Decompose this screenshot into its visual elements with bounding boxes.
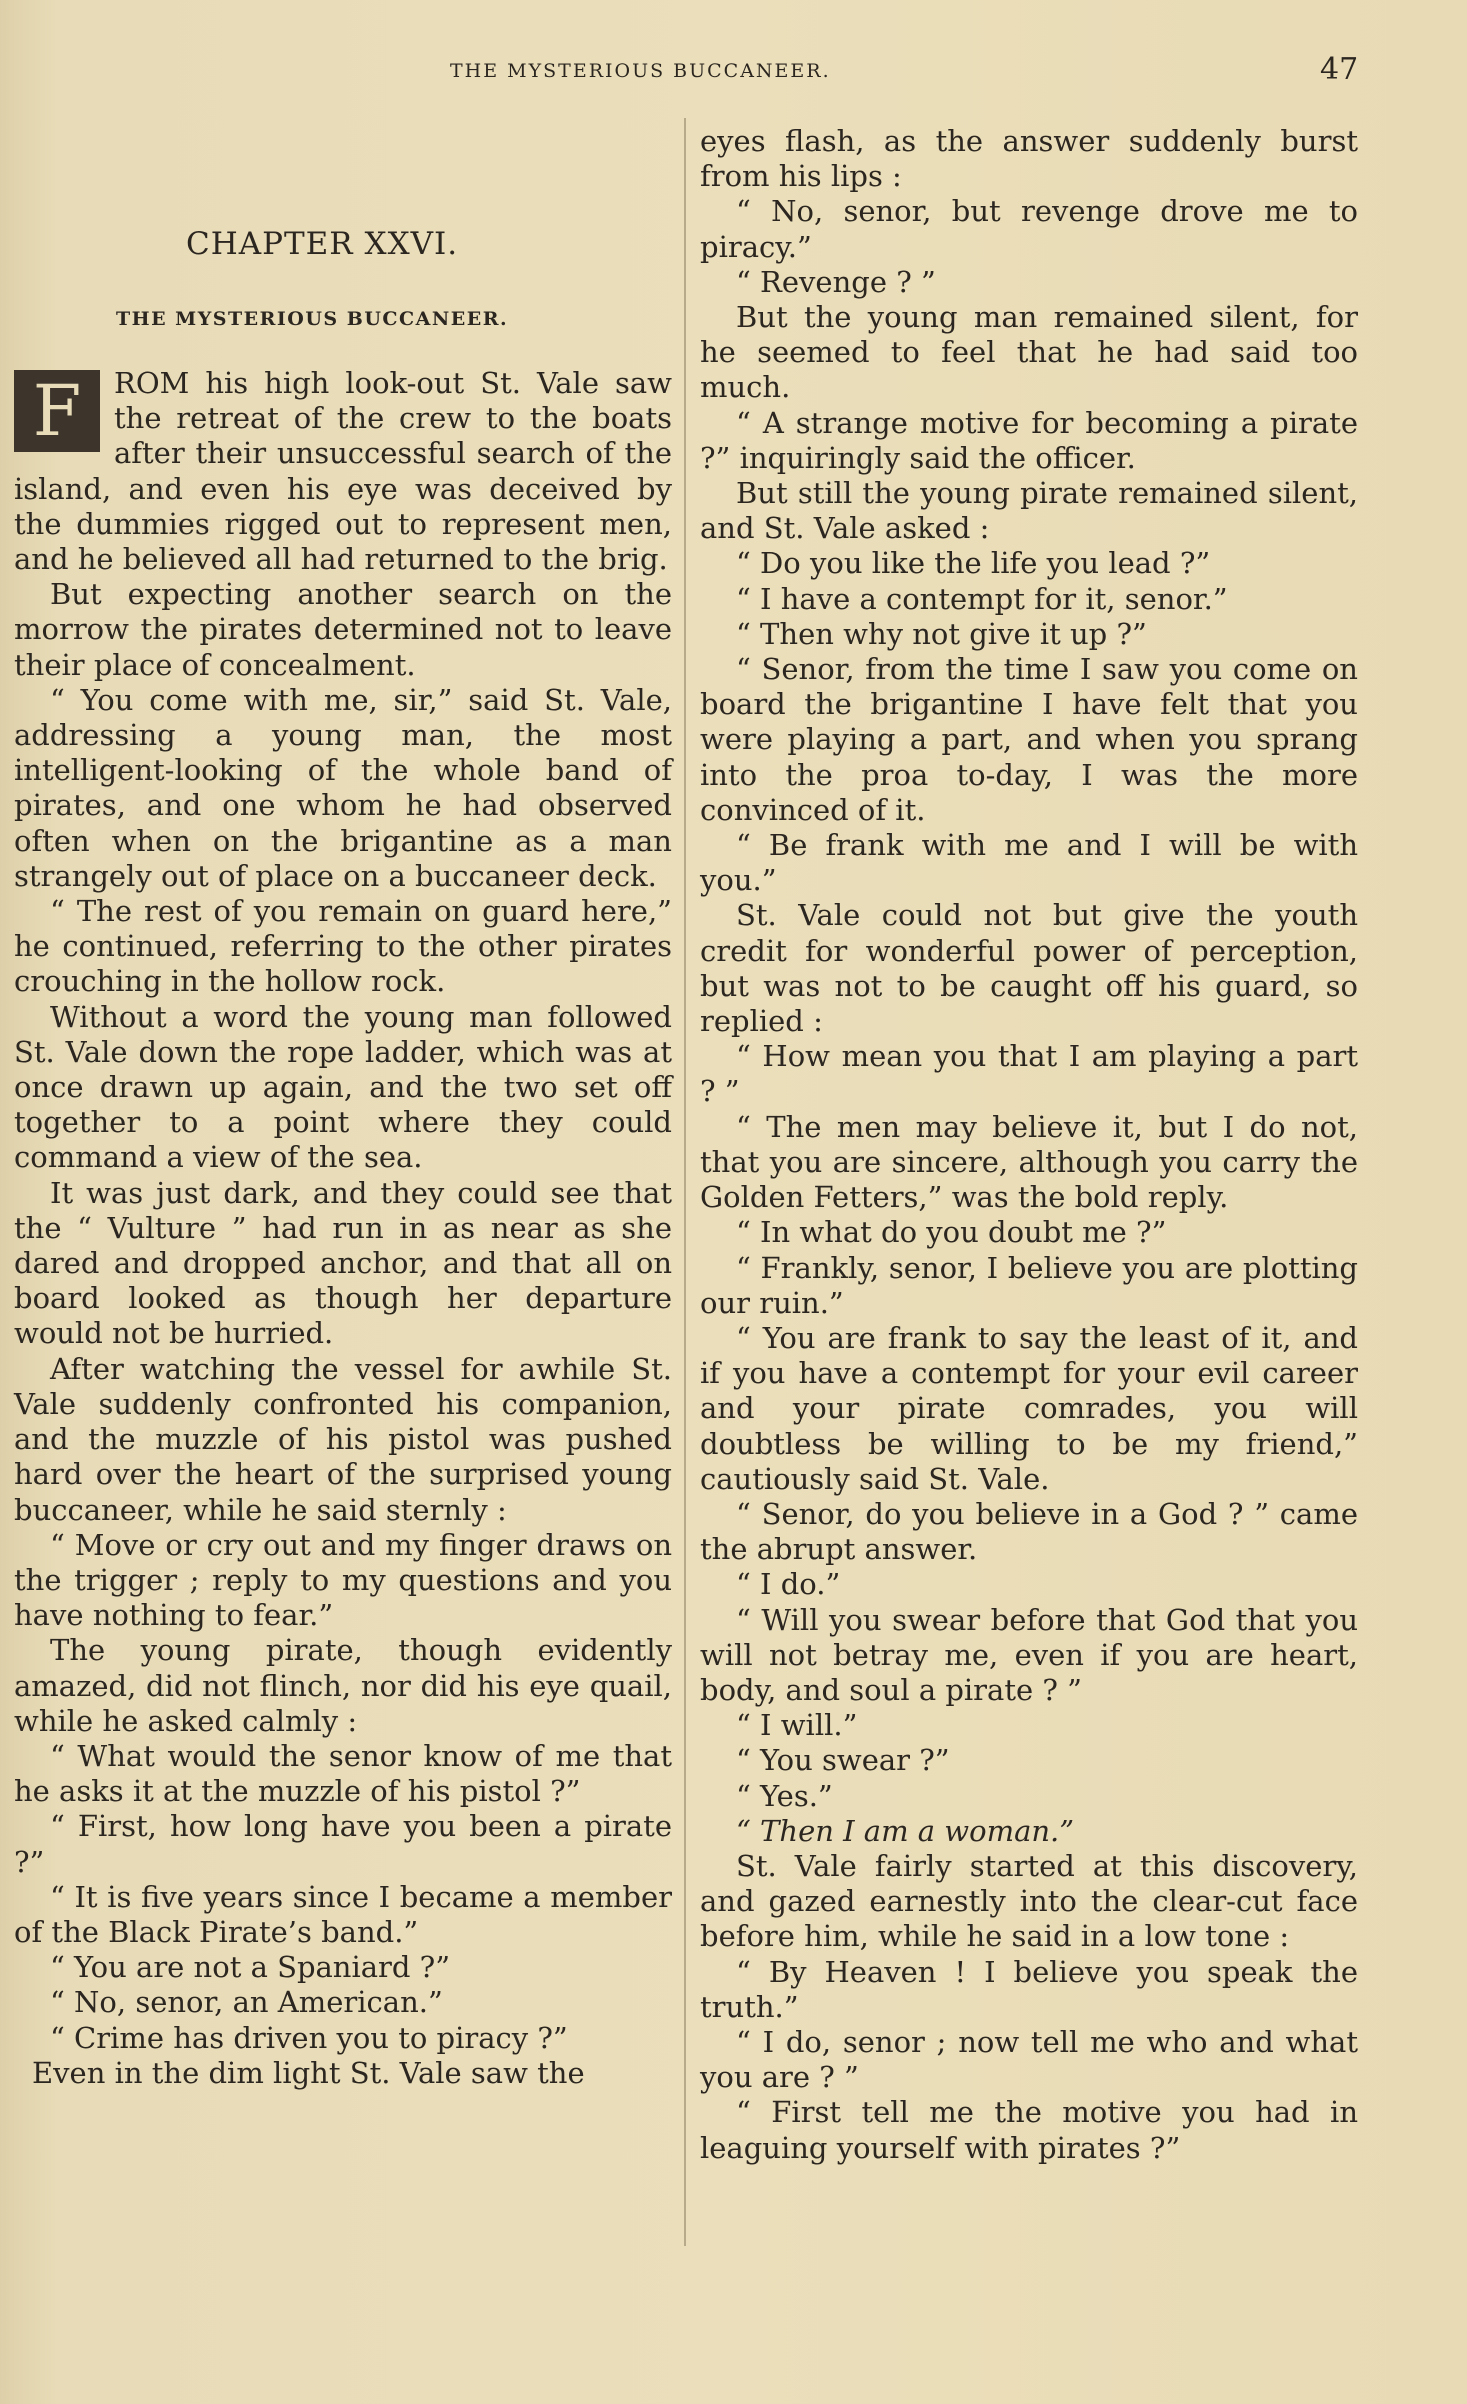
italic-line: “ Then I am a woman.”: [736, 1813, 1075, 1848]
paragraph: St. Vale could not but give the youth credit for wonderful power of perception, but was not to be caught off his guard, so replied :: [700, 898, 1358, 1039]
paragraph: The young pirate, though evidently amazed, did not flinch, nor did his eye quail, while he asked calmly :: [14, 1633, 672, 1738]
paragraph: “ Yes.”: [736, 1778, 833, 1813]
paragraph: “ The men may believe it, but I do not, that you are sincere, although you carry the Golden Fetters,” was the bold reply.: [700, 1109, 1358, 1215]
paragraph: “ You come with me, sir,” said St. Vale, addressing a young man, the most intelligent-looking of the whole band of pirates, and one whom he had observed often when on the brigantine as a man strangely out of place on a buccaneer deck.: [14, 682, 672, 893]
paragraph: “ Be frank with me and I will be with you.”: [700, 828, 1358, 898]
paragraph: F ROM his high look-out St. Vale saw the retreat of the crew to the boats after their unsuccessful search of the island, and even his eye was deceived by the dummies rigged out to represent men, and he believed all had returned to the brig.: [14, 366, 672, 577]
paragraph: “ You are frank to say the least of it, and if you have a contempt for your evil career and your pirate comrades, you will doubtless be willing to be my friend,” cautiously said St. Vale.: [700, 1320, 1358, 1496]
chapter-subtitle: THE MYSTERIOUS BUCCANEER.: [116, 308, 509, 330]
paragraph: eyes flash, as the answer suddenly burst from his lips :: [700, 124, 1358, 194]
paragraph: “ I have a contempt for it, senor.”: [736, 581, 1228, 616]
paragraph: But expecting another search on the morrow the pirates determined not to leave their place of concealment.: [14, 577, 672, 682]
paragraph: “ Revenge ? ”: [736, 264, 936, 299]
paragraph: “ The rest of you remain on guard here,” he continued, referring to the other pirates crouching in the hollow rock.: [14, 894, 672, 999]
paragraph: “ Crime has driven you to piracy ?”: [50, 2020, 568, 2055]
chapter-heading: CHAPTER XXVI.: [186, 226, 459, 262]
paragraph: [700, 1814, 1358, 1849]
paragraph: “ You are not a Spaniard ?”: [50, 1950, 451, 1985]
paragraph: “ What would the senor know of me that he asks it at the muzzle of his pistol ?”: [14, 1738, 672, 1809]
paragraph: But the young man remained silent, for he seemed to feel that he had said too much.: [700, 300, 1358, 405]
paragraph: Even in the dim light St. Vale saw the: [32, 2055, 585, 2090]
paragraph: St. Vale fairly started at this discovery, and gazed earnestly into the clear-cut face before him, while he said in a low tone :: [700, 1848, 1358, 1954]
paragraph: “ No, senor, but revenge drove me to piracy.”: [700, 194, 1358, 264]
paragraph: Without a word the young man followed St. Vale down the rope ladder, which was at once drawn up again, and the two set off together to a point where they could command a view of the sea.: [14, 999, 672, 1175]
paragraph: “ How mean you that I am playing a part ? ”: [700, 1039, 1358, 1109]
paragraph: “ First, how long have you been a pirate ?”: [14, 1809, 672, 1879]
paragraph: “ Move or cry out and my finger draws on the trigger ; reply to my questions and you have nothing to fear.”: [14, 1527, 672, 1633]
drop-cap: F: [14, 370, 100, 452]
paragraph: “ Senor, from the time I saw you come on board the brigantine I have felt that you were playing a part, and when you sprang into the proa to-day, I was the more convinced of it.: [700, 652, 1358, 827]
paragraph: “ You swear ?”: [736, 1743, 950, 1778]
right-column: [700, 124, 1358, 2166]
paragraph: It was just dark, and they could see that the “ Vulture ” had run in as near as she dared and dropped anchor, and that all on board looked as though her departure would not be hurried.: [14, 1175, 672, 1351]
paragraph: “ By Heaven ! I believe you speak the truth.”: [700, 1954, 1358, 2024]
paragraph: “ I do, senor ; now tell me who and what you are ? ”: [700, 2024, 1358, 2095]
paragraph: “ Will you swear before that God that you will not betray me, even if you are heart, body, and soul a pirate ? ”: [700, 1602, 1358, 1707]
paragraph: “ I will.”: [736, 1708, 858, 1743]
paragraph: “ I do.”: [736, 1567, 841, 1602]
paragraph: After watching the vessel for awhile St. Vale suddenly confronted his companion, and the muzzle of his pistol was pushed hard over the heart of the surprised young buccaneer, while he said sternly :: [14, 1351, 672, 1527]
paragraph: “ First tell me the motive you had in leaguing yourself with pirates ?”: [700, 2095, 1358, 2165]
left-column: [14, 366, 672, 2091]
paragraph: “ Senor, do you believe in a God ? ” came the abrupt answer.: [700, 1496, 1358, 1567]
paragraph: “ A strange motive for becoming a pirate ?” inquiringly said the officer.: [700, 405, 1358, 475]
running-head: [0, 52, 1467, 92]
paragraph: “ Frankly, senor, I believe you are plotting our ruin.”: [700, 1250, 1358, 1320]
column-rule: [684, 118, 686, 2246]
page-number: 47: [1320, 52, 1359, 87]
paragraph: “ No, senor, an American.”: [50, 1985, 443, 2020]
paragraph: “ In what do you doubt me ?”: [736, 1215, 1167, 1250]
paragraph: “ It is five years since I became a member of the Black Pirate’s band.”: [14, 1879, 672, 1949]
running-title: THE MYSTERIOUS BUCCANEER.: [450, 60, 831, 82]
paragraph: “ Then why not give it up ?”: [736, 616, 1147, 651]
paragraph: “ Do you like the life you lead ?”: [736, 546, 1211, 581]
paragraph: But still the young pirate remained silent, and St. Vale asked :: [700, 476, 1358, 546]
